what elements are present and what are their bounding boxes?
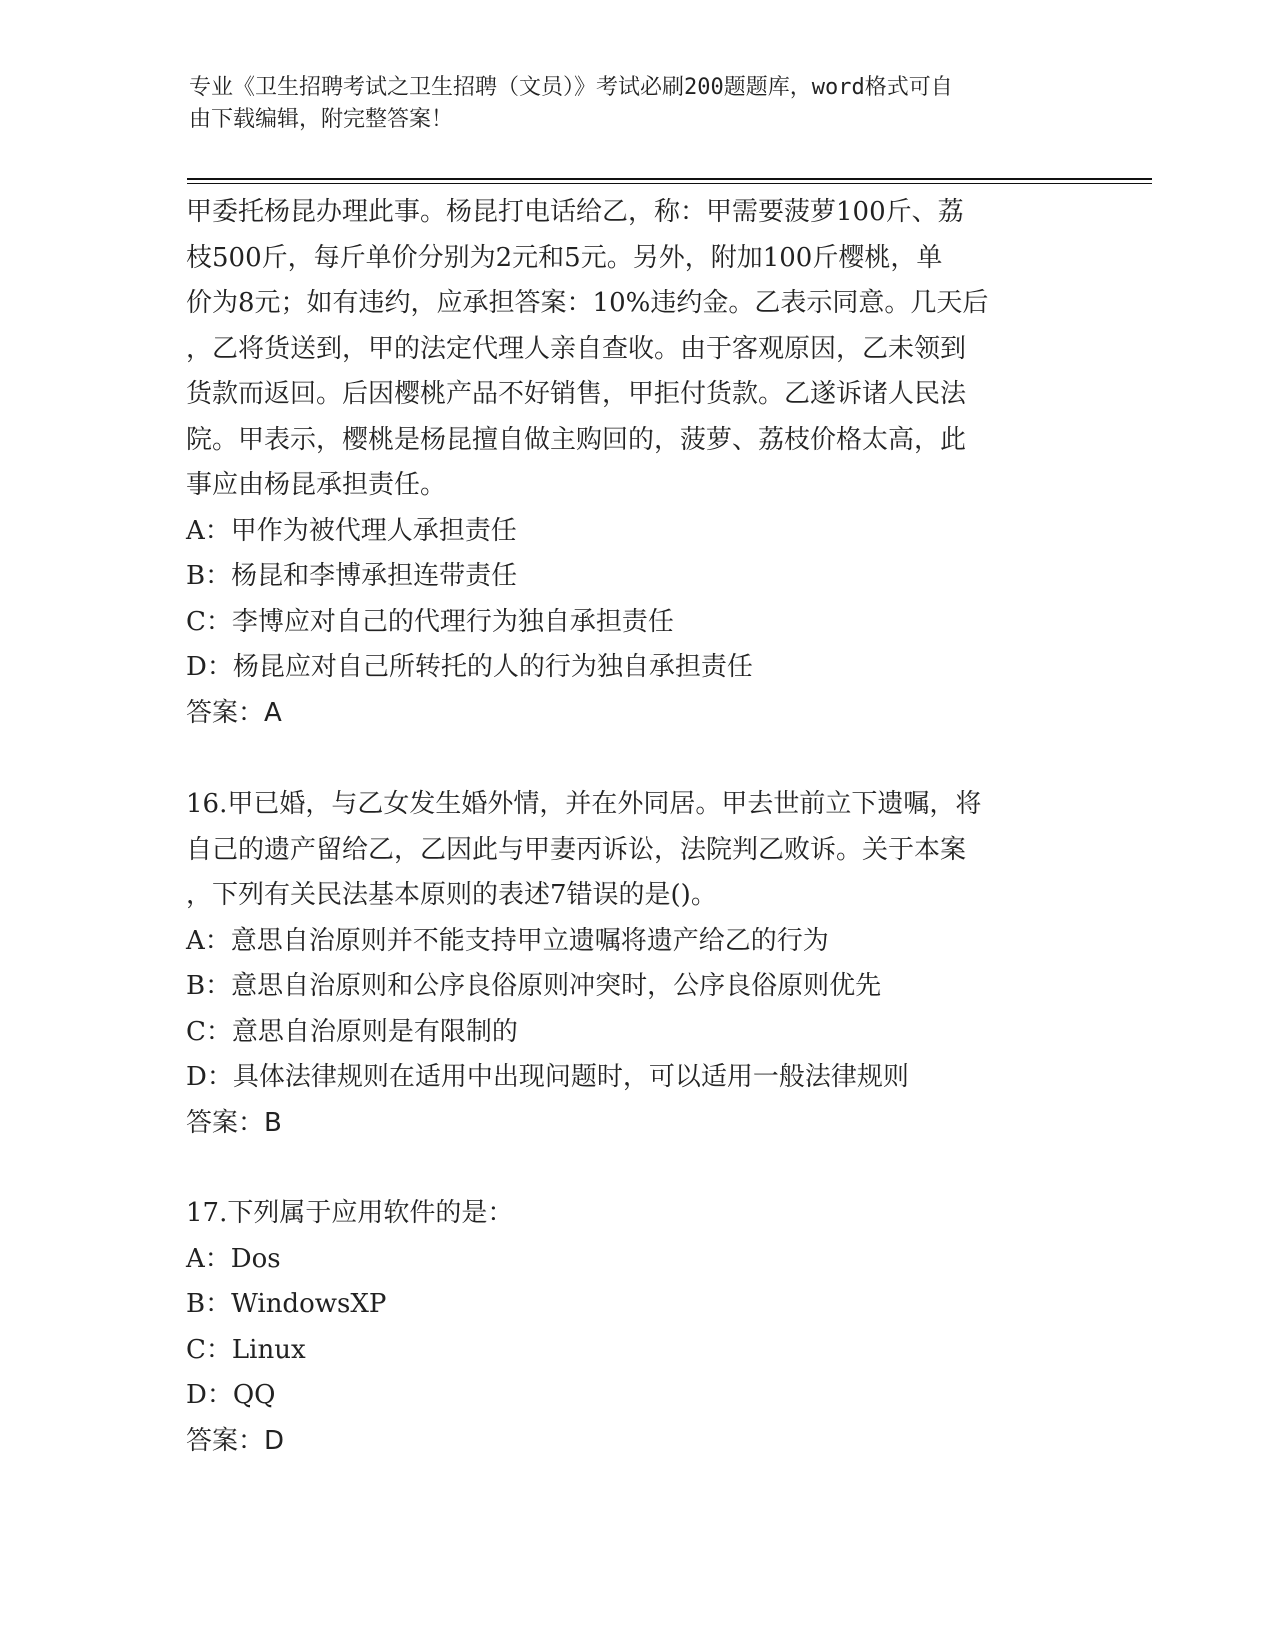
document-header [189, 72, 1089, 136]
question-16 [186, 782, 1086, 1146]
question-stem-line: 16.甲已婚，与乙女发生婚外情，并在外同居。甲去世前立下遗嘱，将 [186, 789, 982, 819]
option-a: A：意思自治原则并不能支持甲立遗嘱将遗产给乙的行为 [186, 925, 829, 956]
option-b: B：杨昆和李博承担连带责任 [186, 561, 518, 591]
header-line-2: 由下载编辑，附完整答案！ [189, 107, 454, 132]
question-stem-line: 货款而返回。后因樱桃产品不好销售，甲拒付货款。乙遂诉诸人民法 [186, 379, 967, 409]
question-stem-line: 自己的遗产留给乙，乙因此与甲妻丙诉讼，法院判乙败诉。关于本案 [186, 834, 967, 865]
spacer [186, 1146, 1086, 1191]
question-stem-line: ，下列有关民法基本原则的表述7错误的是()。 [186, 880, 717, 910]
option-d: D：杨昆应对自己所转托的人的行为独自承担责任 [186, 652, 753, 682]
question-15 [186, 190, 1086, 736]
header-line-1: 专业《卫生招聘考试之卫生招聘（文员）》考试必刷200题题库，word格式可自 [189, 75, 953, 100]
option-c: C：Linux [186, 1334, 306, 1365]
question-stem-line: 事应由杨昆承担责任。 [186, 470, 447, 500]
question-stem-line: 枝500斤，每斤单价分别为2元和5元。另外，附加100斤樱桃，单 [186, 242, 943, 273]
question-stem-line: 甲委托杨昆办理此事。杨昆打电话给乙，称：甲需要菠萝100斤、荔 [186, 197, 964, 227]
option-c: C：李博应对自己的代理行为独自承担责任 [186, 606, 674, 637]
spacer [186, 736, 1086, 782]
option-b: B：WindowsXP [186, 1289, 387, 1319]
option-c: C：意思自治原则是有限制的 [186, 1016, 518, 1047]
option-a: A：甲作为被代理人承担责任 [186, 515, 517, 546]
question-stem-line: ，乙将货送到，甲的法定代理人亲自查收。由于客观原因，乙未领到 [186, 333, 967, 364]
document-body [186, 190, 1086, 1464]
option-a: A：Dos [186, 1243, 281, 1274]
option-d: D：具体法律规则在适用中出现问题时，可以适用一般法律规则 [186, 1062, 909, 1092]
answer-line: 答案：A [186, 697, 282, 728]
question-stem-line: 17.下列属于应用软件的是： [186, 1198, 514, 1228]
header-rule-thick [187, 178, 1152, 180]
option-b: B：意思自治原则和公序良俗原则冲突时，公序良俗原则优先 [186, 971, 882, 1001]
question-stem-line: 院。甲表示，樱桃是杨昆擅自做主购回的，菠萝、荔枝价格太高，此 [186, 424, 967, 455]
answer-line: 答案：D [186, 1425, 285, 1456]
answer-line: 答案：B [186, 1107, 282, 1138]
question-17 [186, 1191, 1086, 1464]
header-rule-thin [187, 183, 1152, 184]
question-stem-line: 价为8元；如有违约，应承担答案：10%违约金。乙表示同意。几天后 [186, 288, 989, 318]
option-d: D：QQ [186, 1380, 276, 1410]
